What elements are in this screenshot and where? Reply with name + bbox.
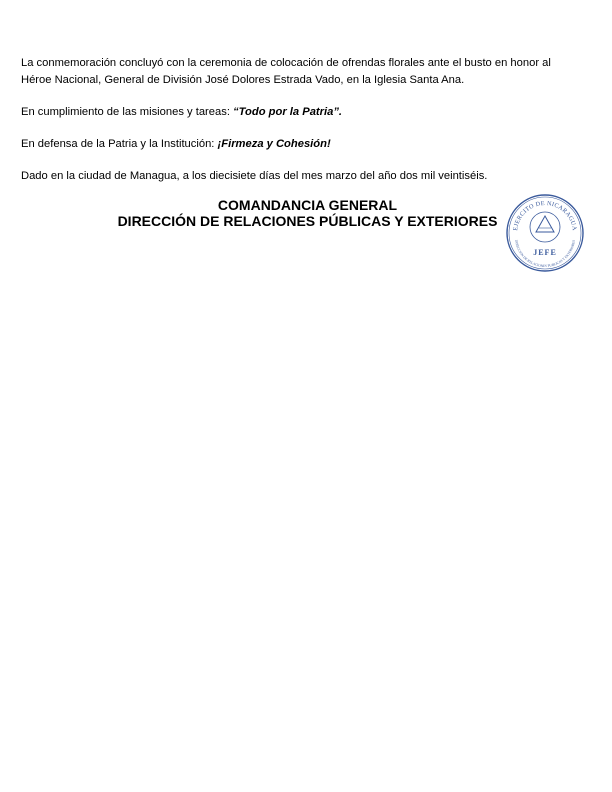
paragraph-ceremony-line-1: La conmemoración concluyó con la ceremonia de colocación de ofrendas florales ante el busto en honor al: [21, 57, 551, 69]
paragraph-missions: [21, 104, 596, 121]
seal-center-text: JEFE: [533, 248, 557, 257]
signature-line-direccion: DIRECCIÓN DE RELACIONES PÚBLICAS Y EXTERIORES: [117, 213, 498, 229]
paragraph-defense: [21, 136, 596, 153]
seal-top-text-path: EJERCITO DE NICARAGUA: [512, 199, 578, 232]
seal-triangle-emblem: [536, 216, 554, 232]
paragraph-defense-text: En defensa de la Patria y la Institución:: [21, 138, 218, 150]
paragraph-date-place: Dado en la ciudad de Managua, a los diecisiete días del mes marzo del año dos mil veintiséis.: [21, 170, 488, 182]
paragraph-missions-text: En cumplimiento de las misiones y tareas:: [21, 106, 234, 118]
seal-bottom-text-path: DIRECCION DE RELACIONES PUBLICAS Y EXTERIORES: [514, 239, 576, 269]
signature-line-comandancia: COMANDANCIA GENERAL: [217, 197, 398, 213]
motto-firmeza-cohesion: ¡Firmeza y Cohesión!: [217, 138, 331, 150]
motto-todo-por-la-patria: “Todo por la Patria”.: [233, 106, 343, 118]
seal-graphic: [505, 193, 585, 273]
paragraph-ceremony: [21, 55, 596, 89]
official-seal-stamp: [505, 193, 585, 273]
seal-inner-ring: [509, 197, 581, 269]
paragraph-ceremony-line-2: Héroe Nacional, General de División José Dolores Estrada Vado, en la Iglesia Santa Ana.: [21, 74, 465, 86]
